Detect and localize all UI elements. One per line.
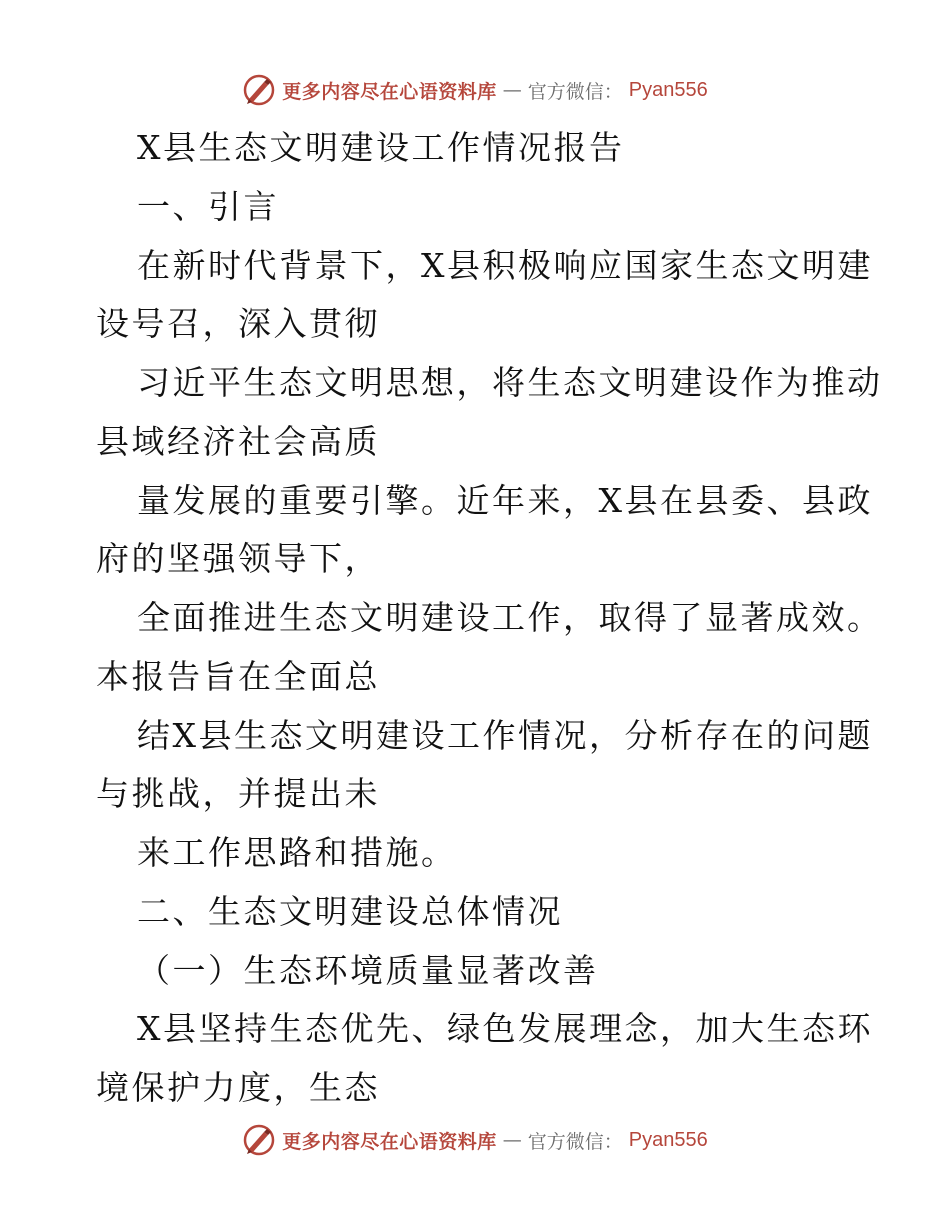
footer-wechat-id: Pyan556 [628,1128,708,1151]
footer-promo-text: 更多内容尽在心语资料库 [282,1130,497,1153]
subsection-heading-environment: （一）生态环境质量显著改善 [137,951,599,990]
header-wechat-label: 官方微信： [527,80,623,103]
header-promo-text: 更多内容尽在心语资料库 [282,80,497,103]
paragraph-line: 全面推进生态文明建设工作，取得了显著成效。 [137,598,883,637]
footer-watermark-banner [0,1120,950,1160]
paragraph-line: 结X县生态文明建设工作情况，分析存在的问题 [137,716,873,755]
document-title: X县生态文明建设工作情况报告 [137,128,625,167]
paragraph-line: 县域经济社会高质 [96,422,380,461]
footer-wechat-label: 官方微信： [527,1130,623,1153]
section-heading-overview: 二、生态文明建设总体情况 [137,892,563,931]
header-dash: — [502,79,522,101]
header-watermark-banner [0,70,950,110]
paragraph-line: 来工作思路和措施。 [137,833,457,872]
paragraph-line: 习近平生态文明思想，将生态文明建设作为推动 [137,363,883,402]
paragraph-line: 本报告旨在全面总 [96,657,380,696]
paragraph-line: 在新时代背景下，X县积极响应国家生态文明建 [137,246,873,285]
paragraph-line: 设号召，深入贯彻 [96,304,380,343]
footer-dash: — [502,1129,522,1151]
paragraph-line: 量发展的重要引擎。近年来，X县在县委、县政 [137,481,873,520]
paragraph-line: X县坚持生态优先、绿色发展理念，加大生态环 [137,1009,873,1048]
paragraph-line: 与挑战，并提出未 [96,774,380,813]
pen-logo-icon [242,1123,276,1157]
paragraph-line: 境保护力度，生态 [96,1068,380,1107]
section-heading-introduction: 一、引言 [137,187,279,226]
pen-logo-icon [242,73,276,107]
paragraph-line: 府的坚强领导下， [96,539,380,578]
header-wechat-id: Pyan556 [628,78,708,101]
